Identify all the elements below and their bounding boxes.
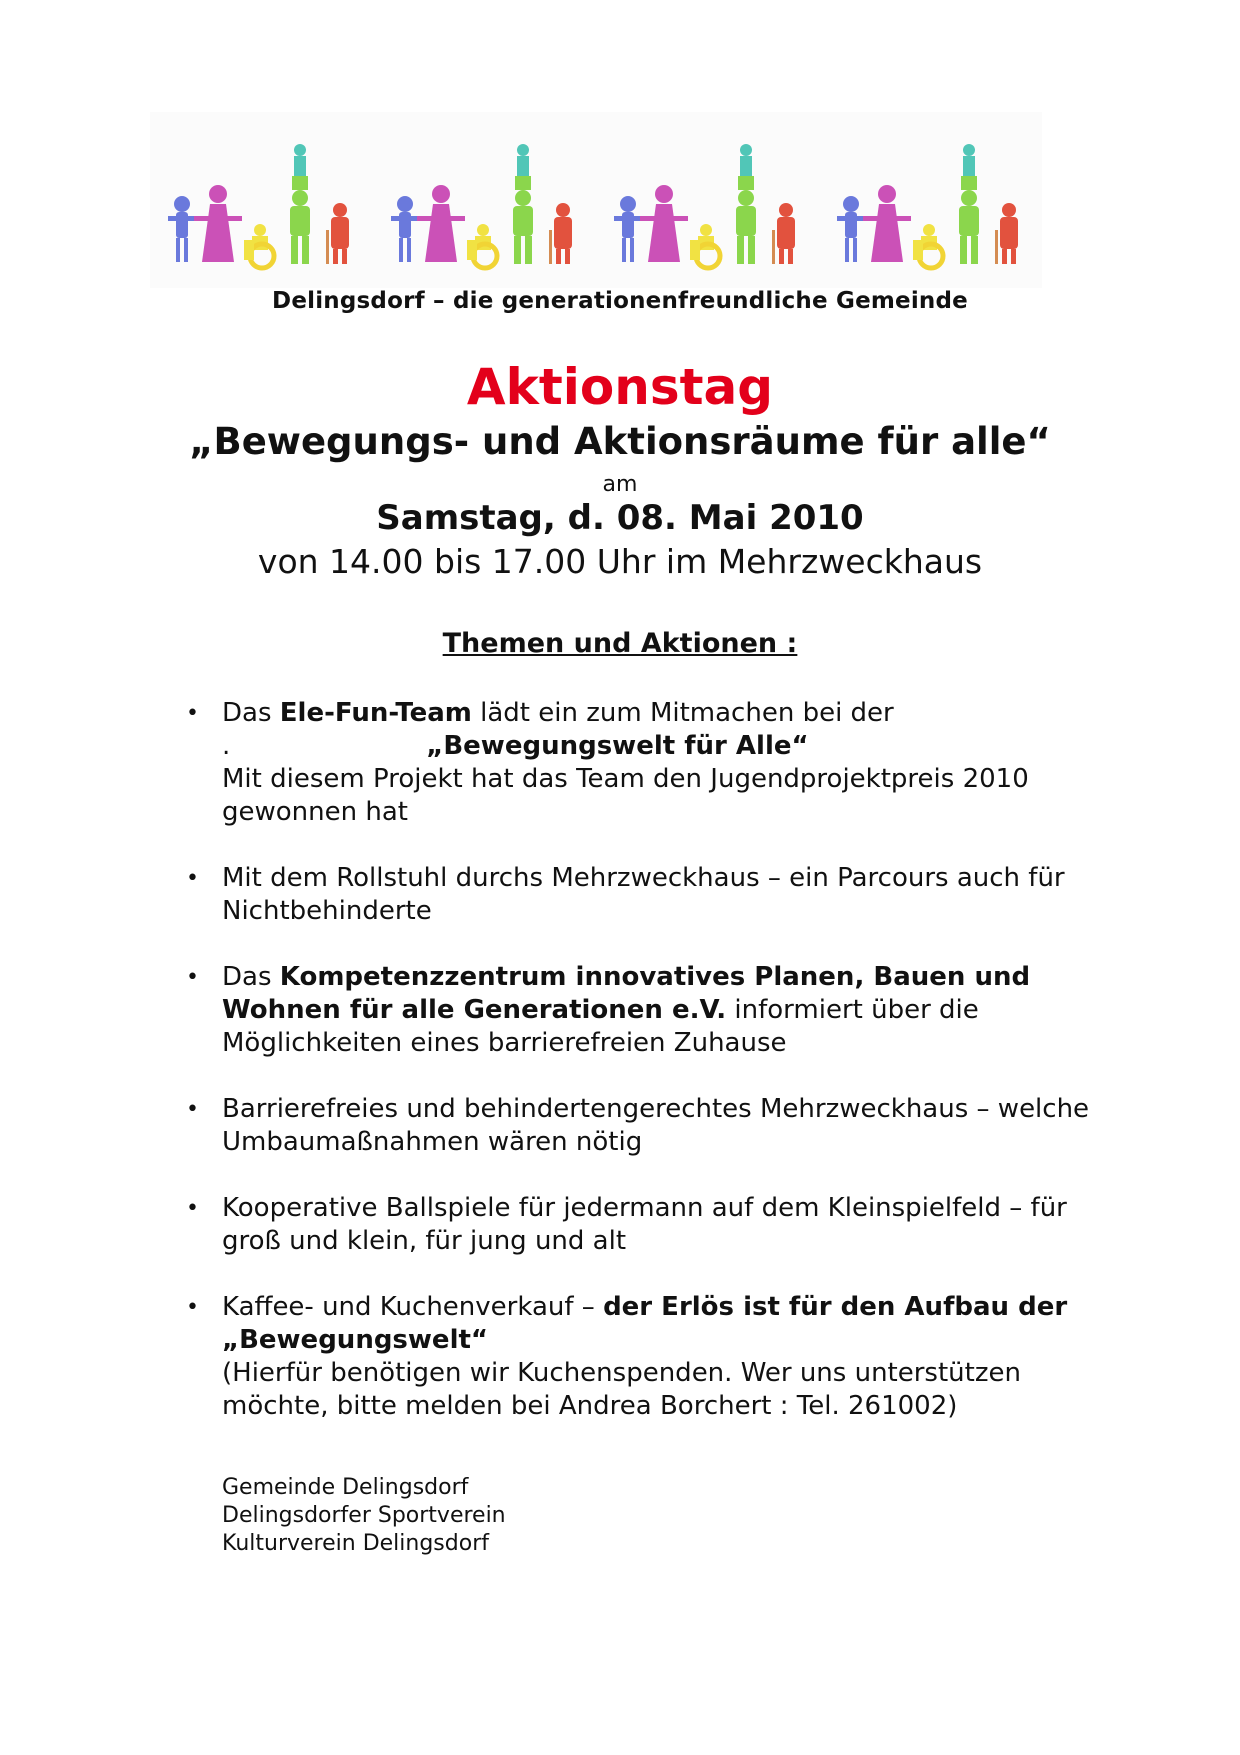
family-figures-icon [596, 112, 819, 288]
event-am: am [602, 472, 638, 497]
item-text: Kaffee- und Kuchenverkauf – [222, 1292, 604, 1322]
list-item [186, 862, 1102, 928]
item-bold-text: der Erlös ist für den Aufbau der „Bewegungswelt“ [222, 1292, 1068, 1355]
item-text: Das [222, 962, 280, 992]
item-paragraph [222, 961, 1102, 1060]
list-item [186, 697, 1102, 829]
item-text: (Hierfür benötigen wir Kuchenspenden. Wer uns unterstützen möchte, bitte melden bei Andrea Borchert : Tel. 261002) [222, 1358, 1021, 1421]
bullet-icon: • [186, 965, 199, 990]
family-figures-icon [819, 112, 1042, 288]
event-theme: „Bewegungs- und Aktionsräume für alle“ [189, 420, 1051, 463]
item-bold-text: Ele-Fun-Team [279, 698, 472, 728]
item-dot: . [222, 731, 231, 761]
item-text: lädt ein zum Mitmachen bei der [471, 698, 894, 728]
footer-organizers [222, 1474, 506, 1558]
list-item [186, 1291, 1102, 1423]
item-line [222, 730, 1102, 763]
event-date: Samstag, d. 08. Mai 2010 [376, 498, 864, 538]
bullet-icon: • [186, 1097, 199, 1122]
themes-heading: Themen und Aktionen : [442, 628, 798, 659]
header-illustration [150, 112, 1042, 288]
family-figures-icon [373, 112, 596, 288]
item-text: Barrierefreies und behindertengerechtes Mehrzweckhaus – welche Umbaumaßnahmen wären nötig [222, 1094, 1090, 1157]
list-item [186, 961, 1102, 1060]
item-bold-text: „Bewegungswelt für Alle“ [426, 731, 809, 761]
footer-line: Gemeinde Delingsdorf [222, 1475, 469, 1500]
list-item [186, 1192, 1102, 1258]
list-item [186, 1093, 1102, 1159]
event-title: Aktionstag [466, 358, 774, 416]
item-text: informiert über die Möglichkeiten eines barrierefreien Zuhause [222, 995, 979, 1058]
item-text: Mit diesem Projekt hat das Team den Jugendprojektpreis 2010 gewonnen hat [222, 764, 1029, 827]
item-bold-text: Kompetenzzentrum innovatives Planen, Bauen und Wohnen für alle Generationen e.V. [222, 962, 1031, 1025]
item-text: Kooperative Ballspiele für jedermann auf dem Kleinspielfeld – für groß und klein, für jung und alt [222, 1193, 1067, 1256]
item-paragraph [222, 1291, 1102, 1357]
footer-line: Delingsdorfer Sportverein [222, 1503, 506, 1528]
bullet-icon: • [186, 701, 199, 726]
event-time: von 14.00 bis 17.00 Uhr im Mehrzweckhaus [257, 542, 983, 581]
bullet-icon: • [186, 866, 199, 891]
item-text: Mit dem Rollstuhl durchs Mehrzweckhaus – ein Parcours auch für Nichtbehinderte [222, 863, 1065, 926]
footer-line: Kulturverein Delingsdorf [222, 1531, 489, 1556]
header-subtitle: Delingsdorf – die generationenfreundliche Gemeinde [272, 288, 968, 314]
family-figures-icon [150, 112, 373, 288]
bullet-icon: • [186, 1196, 199, 1221]
item-text: Das [222, 698, 280, 728]
item-line [222, 697, 1102, 730]
bullet-icon: • [186, 1295, 199, 1320]
